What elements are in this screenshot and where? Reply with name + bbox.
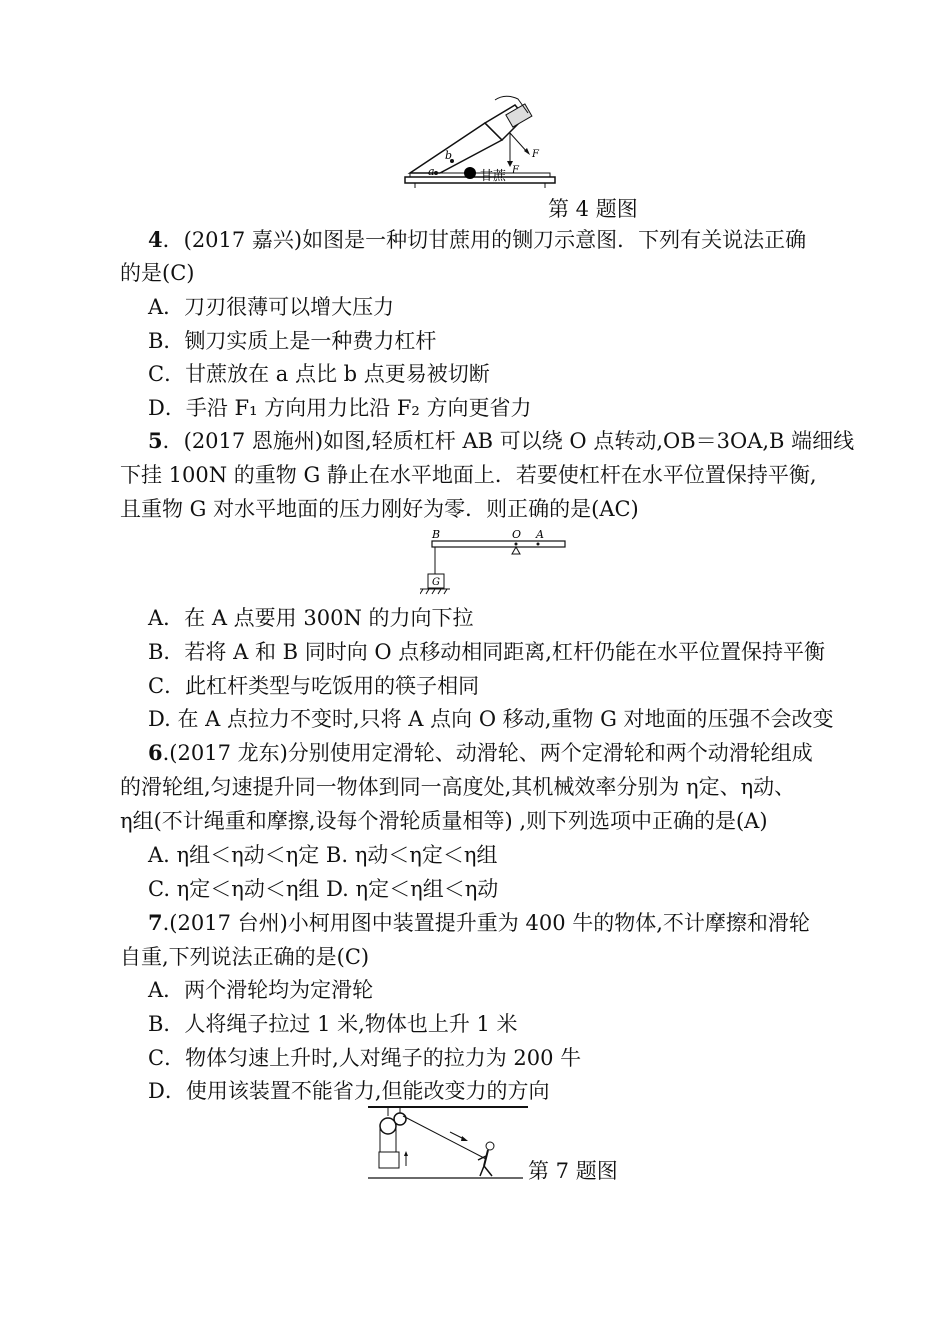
label-f1: F: [512, 165, 519, 176]
figure-4: [400, 95, 560, 190]
label-a: a: [428, 165, 435, 178]
q5-option-b: B．若将 A 和 B 同时向 O 点移动相同距离,杠杆仍能在水平位置保持平衡: [148, 640, 825, 664]
q5-option-c: C．此杠杆类型与吃饭用的筷子相同: [148, 674, 480, 698]
label-A: A: [536, 528, 544, 541]
label-G: G: [432, 577, 440, 588]
pulley-diagram: [368, 1104, 528, 1184]
q4-option-c: C．甘蔗放在 a 点比 b 点更易被切断: [148, 362, 490, 386]
q5-number: 5: [148, 428, 163, 453]
label-sugarcane: 甘蔗: [480, 169, 507, 184]
figure-5: [420, 526, 570, 596]
label-f2: F: [532, 149, 539, 160]
q4-stem-line2: 的是(C): [120, 261, 195, 285]
q6-stem-line1: 6.(2017 龙东)分别使用定滑轮、动滑轮、两个定滑轮和两个动滑轮组成: [148, 740, 813, 765]
q5-stem-line3: 且重物 G 对水平地面的压力刚好为零．则正确的是(AC): [120, 497, 639, 521]
q7-option-a: A．两个滑轮均为定滑轮: [148, 978, 374, 1002]
label-b: b: [445, 149, 453, 162]
q7-option-b: B．人将绳子拉过 1 米,物体也上升 1 米: [148, 1012, 518, 1036]
q7-stem-line1: 7.(2017 台州)小柯用图中装置提升重为 400 牛的物体,不计摩擦和滑轮: [148, 910, 810, 935]
q4-option-d: D．手沿 F₁ 方向用力比沿 F₂ 方向更省力: [148, 396, 532, 420]
q6-options-row1: A. η组＜η动＜η定 B. η动＜η定＜η组: [148, 843, 498, 867]
q5-option-a: A．在 A 点要用 300N 的力向下拉: [148, 606, 474, 630]
q6-stem-line3: η组(不计绳重和摩擦,设每个滑轮质量相等) ,则下列选项中正确的是(A): [120, 809, 768, 833]
q4-stem-line1: 4．(2017 嘉兴)如图是一种切甘蔗用的铡刀示意图．下列有关说法正确: [148, 227, 807, 252]
q4-number: 4: [148, 227, 163, 252]
figure-4-caption: 第 4 题图: [548, 197, 638, 221]
figure-7: [368, 1104, 528, 1184]
q5-stem-line2: 下挂 100N 的重物 G 静止在水平地面上．若要使杠杆在水平位置保持平衡,: [120, 463, 817, 487]
q4-option-a: A．刀刃很薄可以增大压力: [148, 295, 395, 319]
q6-stem-line2: 的滑轮组,匀速提升同一物体到同一高度处,其机械效率分别为 η定、η动、: [120, 775, 796, 799]
q7-option-d: D．使用该装置不能省力,但能改变力的方向: [148, 1079, 550, 1103]
q7-number: 7: [148, 910, 163, 935]
q7-stem-line2: 自重,下列说法正确的是(C): [120, 945, 370, 969]
q4-option-b: B．铡刀实质上是一种费力杠杆: [148, 329, 437, 353]
chopper-diagram: [400, 95, 560, 190]
q5-stem-line1: 5．(2017 恩施州)如图,轻质杠杆 AB 可以绕 O 点转动,OB＝3OA,B 端细线: [148, 428, 855, 453]
label-B: B: [432, 528, 441, 541]
label-O: O: [512, 528, 522, 541]
q6-number: 6: [148, 740, 163, 765]
q6-options-row2: C. η定＜η动＜η组 D. η定＜η组＜η动: [148, 877, 499, 901]
q7-option-c: C．物体匀速上升时,人对绳子的拉力为 200 牛: [148, 1046, 582, 1070]
lever-diagram: [420, 526, 570, 596]
figure-7-caption: 第 7 题图: [528, 1159, 618, 1183]
q5-option-d: D. 在 A 点拉力不变时,只将 A 点向 O 移动,重物 G 对地面的压强不会改变: [148, 707, 834, 731]
